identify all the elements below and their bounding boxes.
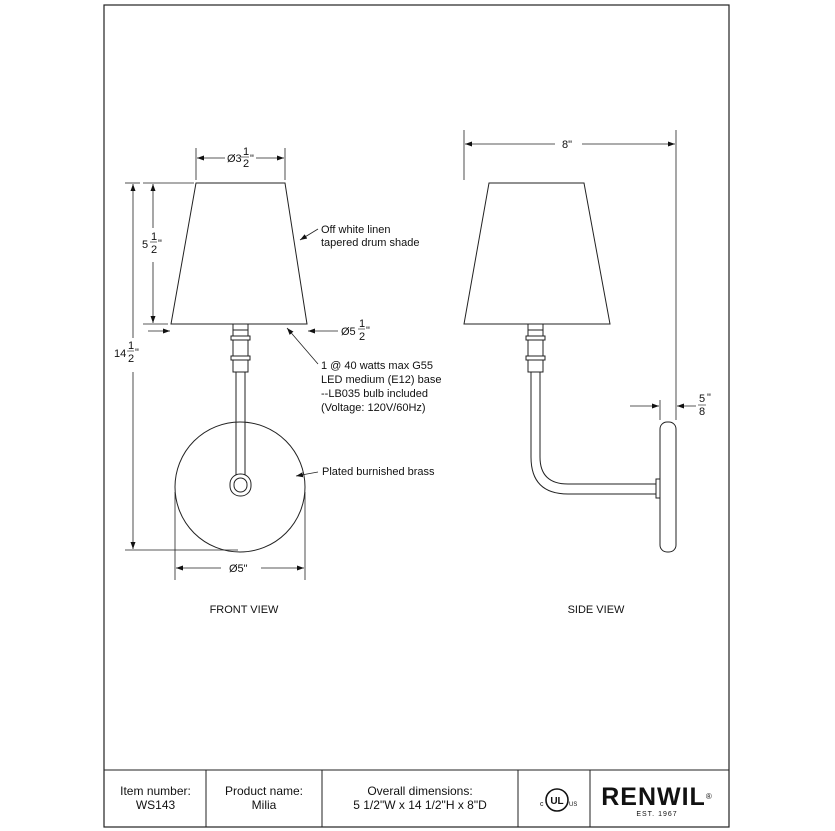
brand-logo bbox=[596, 784, 718, 818]
inch-mark: " bbox=[158, 238, 162, 250]
dim-bottom-diameter: Ø5 bbox=[341, 326, 356, 338]
callout-shade-line1: Off white linen bbox=[321, 224, 391, 236]
item-number-cell bbox=[105, 770, 206, 828]
fraction-denominator: 2 bbox=[243, 158, 250, 170]
dim-backplate-diameter: Ø5" bbox=[229, 563, 248, 575]
callout-bulb-line2: LED medium (E12) base bbox=[321, 374, 442, 386]
arm-connector bbox=[230, 474, 251, 496]
brand-established: EST. 1967 bbox=[636, 811, 678, 818]
arm bbox=[531, 372, 658, 494]
inch-mark: " bbox=[135, 347, 139, 359]
callout-bulb-line3: --LB035 bulb included bbox=[321, 388, 429, 400]
fraction-numerator: 1 bbox=[243, 146, 250, 158]
sheet-border bbox=[104, 5, 729, 827]
ul-mark-text: UL bbox=[550, 796, 564, 807]
dim-depth: 8" bbox=[562, 139, 573, 151]
product-name-label: Product name: bbox=[224, 784, 304, 798]
front-view-lamp bbox=[171, 183, 307, 552]
fraction-numerator: 5 bbox=[699, 393, 706, 405]
overall-dimensions-label: Overall dimensions: bbox=[367, 784, 473, 798]
dim-overall-height: 14 bbox=[114, 348, 127, 360]
overall-dimensions-cell bbox=[322, 770, 518, 828]
dim-top-diameter: Ø3 bbox=[227, 153, 242, 165]
callout-finish: Plated burnished brass bbox=[322, 466, 435, 478]
lamp-shade bbox=[171, 183, 307, 324]
item-number-label: Item number: bbox=[120, 784, 191, 798]
lamp-shade bbox=[464, 183, 610, 324]
fraction-denominator: 8 bbox=[699, 406, 706, 418]
product-name-cell bbox=[206, 770, 322, 828]
fraction-denominator: 2 bbox=[151, 244, 158, 256]
registered-mark: ® bbox=[705, 792, 713, 801]
side-view-title: SIDE VIEW bbox=[567, 604, 625, 616]
overall-dimensions-value: 5 1/2"W x 14 1/2"H x 8"D bbox=[353, 798, 487, 812]
front-view-title: FRONT VIEW bbox=[209, 604, 279, 616]
brand-name: RENWIL bbox=[601, 783, 706, 811]
cul-us-certification-icon bbox=[537, 787, 577, 813]
fraction-numerator: 1 bbox=[128, 340, 135, 352]
fraction-denominator: 2 bbox=[359, 331, 366, 343]
fraction-numerator: 1 bbox=[151, 231, 158, 243]
callout-bulb-line1: 1 @ 40 watts max G55 bbox=[321, 360, 434, 372]
dim-shade-height: 5 bbox=[142, 239, 149, 251]
inch-mark: " bbox=[707, 392, 711, 404]
ul-c-mark: c bbox=[540, 801, 544, 808]
inch-mark: " bbox=[250, 153, 254, 165]
ul-us-mark: US bbox=[569, 802, 577, 808]
item-number-value: WS143 bbox=[135, 798, 176, 812]
product-name-value: Milia bbox=[251, 798, 277, 812]
callout-bulb-line4: (Voltage: 120V/60Hz) bbox=[321, 402, 426, 414]
side-view-lamp bbox=[464, 183, 676, 552]
fraction-denominator: 2 bbox=[128, 353, 135, 365]
callout-shade-line2: tapered drum shade bbox=[321, 237, 420, 249]
inch-mark: " bbox=[366, 325, 370, 337]
fraction-numerator: 1 bbox=[359, 318, 366, 330]
backplate bbox=[660, 422, 676, 552]
